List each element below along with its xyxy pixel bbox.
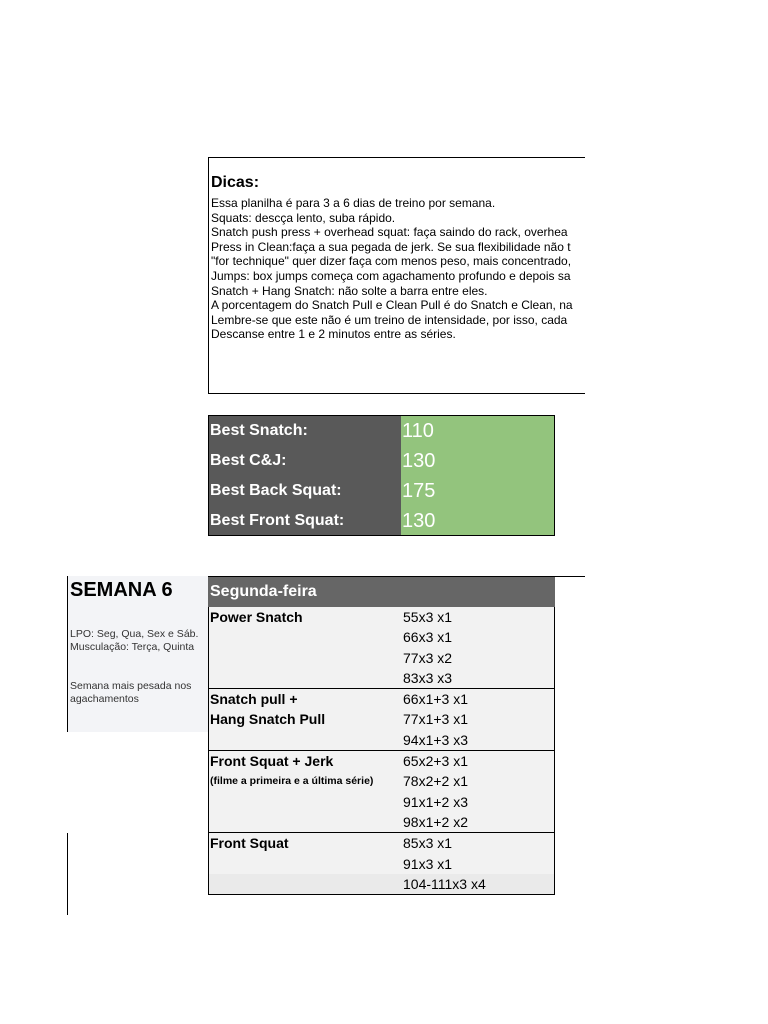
exercise-name-line-2: Hang Snatch Pull: [210, 711, 326, 728]
empty-cell: [209, 730, 402, 750]
set-cell: 98x1+2 x2: [403, 813, 468, 830]
exercise-table: [208, 607, 555, 895]
set-cell: 77x1+3 x1: [403, 711, 468, 728]
empty-cell: [209, 627, 402, 647]
schedule-line: LPO: Seg, Qua, Sex e Sáb.: [70, 628, 199, 640]
tips-box: [208, 157, 585, 394]
day-header: [208, 577, 555, 607]
empty-cell: [209, 668, 402, 688]
best-back-squat-label: Best Back Squat:: [210, 482, 342, 499]
bests-labels-column: [209, 416, 401, 535]
best-front-squat-value[interactable]: 130: [402, 509, 436, 532]
exercise-name: Front Squat: [210, 835, 289, 852]
note-line: agachamentos: [70, 693, 139, 705]
exercise-name: Front Squat + Jerk: [210, 753, 334, 770]
best-snatch-value[interactable]: 110: [402, 419, 434, 442]
exercise-name: Snatch pull +: [210, 691, 298, 708]
personal-bests-table: [208, 415, 555, 536]
tip-line: Squats: descça lento, suba rápido.: [211, 210, 396, 225]
set-cell: 65x2+3 x1: [403, 753, 468, 770]
exercise-name: Power Snatch: [210, 609, 303, 625]
set-cell: 66x3 x1: [403, 629, 453, 646]
set-cell: 55x3 x1: [403, 609, 453, 625]
set-cell: 91x3 x1: [403, 855, 453, 872]
exercise-note: (filme a primeira e a última série): [210, 775, 374, 788]
tip-line: "for technique" quer dizer faça com menos peso, mais concentrado,: [211, 254, 572, 269]
tip-line: Snatch + Hang Snatch: não solte a barra entre eles.: [211, 283, 488, 298]
empty-cell: [209, 648, 402, 668]
exercise-block-front-squat-jerk: [209, 751, 554, 833]
week-note: [70, 680, 191, 706]
day-label: Segunda-feira: [210, 583, 317, 600]
tip-line: Press in Clean:faça a sua pegada de jerk. Se sua flexibilidade não t: [211, 239, 571, 254]
best-back-squat-value[interactable]: 175: [402, 479, 436, 502]
set-cell: 94x1+3 x3: [403, 731, 468, 748]
set-cell: 66x1+3 x1: [403, 691, 468, 708]
tip-line: Descanse entre 1 e 2 minutos entre as séries.: [211, 327, 456, 342]
empty-cell: [209, 792, 402, 812]
set-cell: 78x2+2 x1: [403, 773, 468, 790]
set-cell: 83x3 x3: [403, 669, 453, 686]
empty-cell: [209, 854, 402, 874]
tip-line: Snatch push press + overhead squat: faça saindo do rack, overhea: [211, 225, 568, 240]
set-cell: 77x3 x2: [403, 649, 453, 666]
best-cj-value[interactable]: 130: [402, 449, 436, 472]
tips-lines: [211, 196, 573, 342]
bests-values-column: [401, 416, 554, 535]
set-cell: 91x1+2 x3: [403, 793, 468, 810]
empty-cell: [209, 812, 402, 832]
tip-line: Lembre-se que este não é um treino de intensidade, por isso, cada: [211, 312, 568, 327]
left-border-line: [67, 833, 68, 915]
schedule-line: Musculação: Terça, Quinta: [70, 641, 195, 653]
week-schedule: [70, 628, 198, 654]
tip-line: A porcentagem do Snatch Pull e Clean Pull é do Snatch e Clean, na: [211, 298, 573, 313]
tips-title: Dicas:: [211, 174, 260, 191]
set-cell: 104-111x3 x4: [403, 875, 486, 892]
note-line: Semana mais pesada nos: [70, 680, 192, 692]
empty-cell: [209, 874, 402, 894]
best-cj-label: Best C&J:: [210, 452, 287, 469]
week-info-panel: [67, 576, 208, 732]
week-title: SEMANA 6: [70, 579, 173, 601]
tip-line: Essa planilha é para 3 a 6 dias de treino por semana.: [211, 196, 496, 210]
best-front-squat-label: Best Front Squat:: [210, 512, 345, 529]
best-snatch-label: Best Snatch:: [210, 422, 308, 439]
exercise-block-snatch-pull: [209, 689, 554, 751]
tip-line: Jumps: box jumps começa com agachamento profundo e depois sa: [211, 268, 571, 283]
exercise-block-front-squat: [209, 833, 554, 894]
exercise-block-power-snatch: [209, 607, 554, 689]
set-cell: 85x3 x1: [403, 835, 453, 852]
